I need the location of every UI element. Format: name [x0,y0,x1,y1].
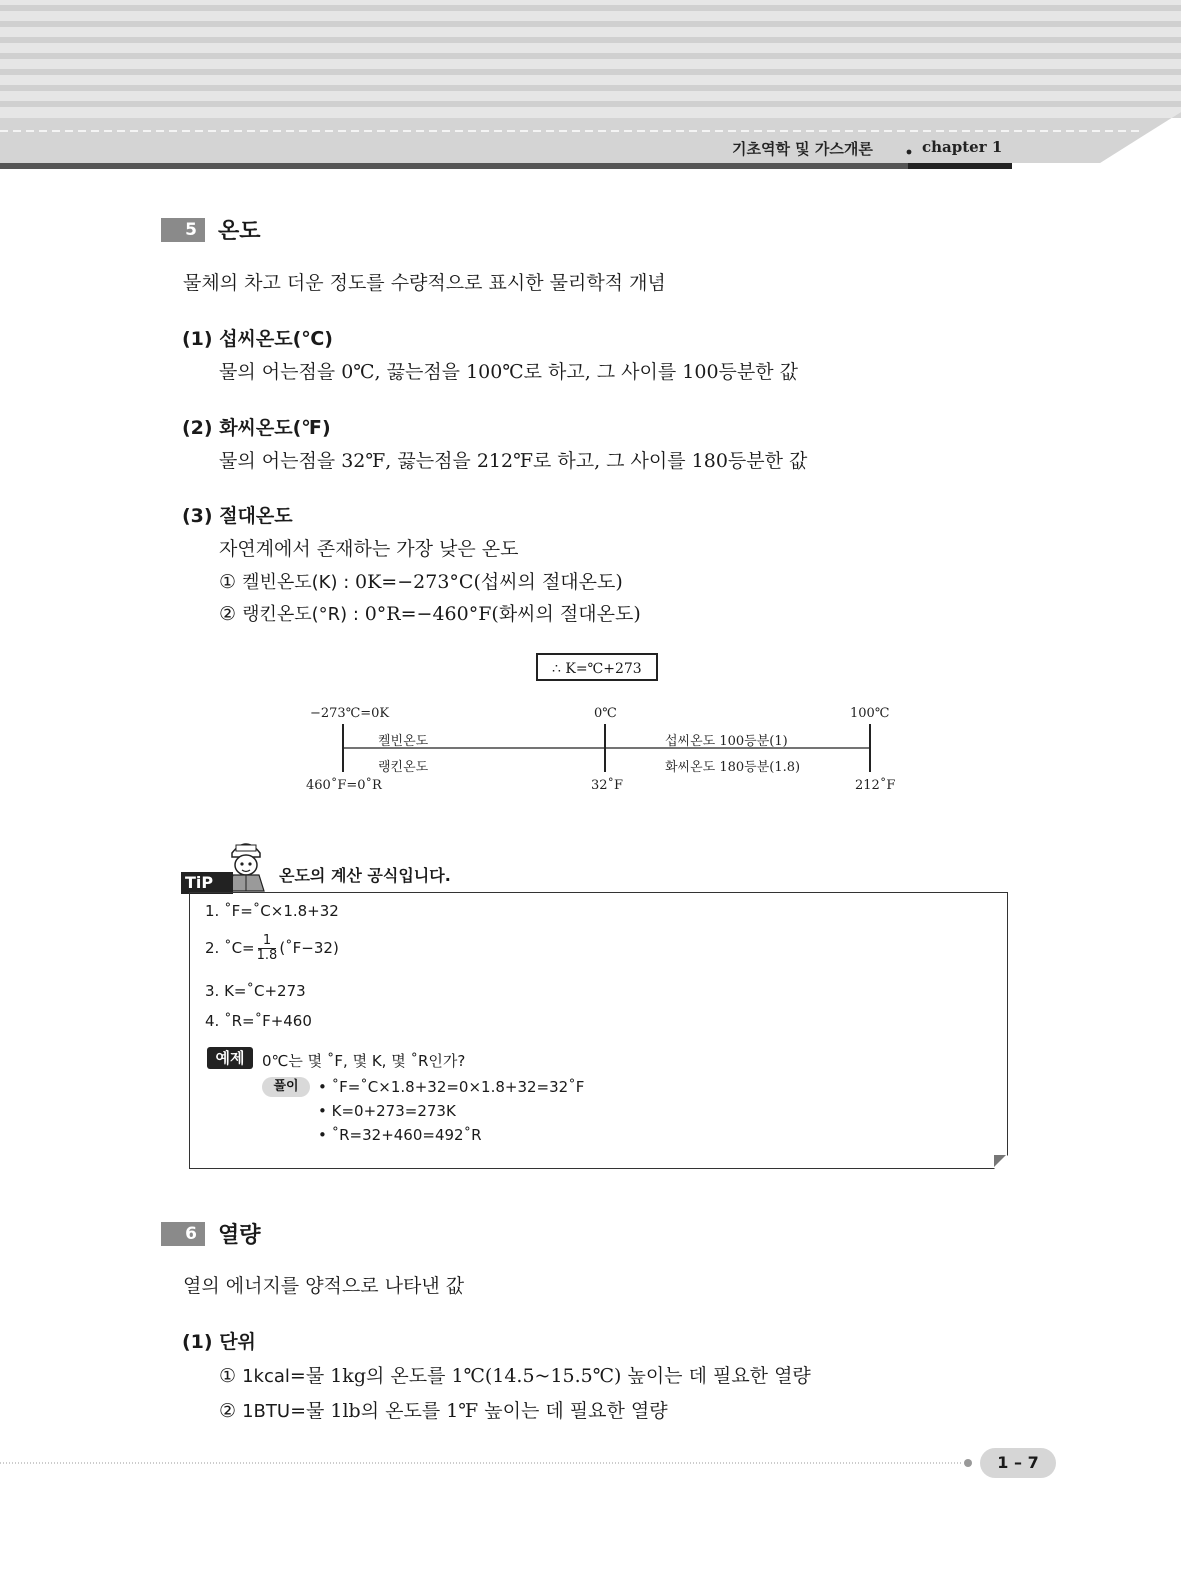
label-freezing-celsius: 0℃ [594,706,617,721]
tip-badge: TiP [181,872,233,894]
solution-line: • ˚R=32+460=492˚R [318,1126,482,1144]
solution-line: • K=0+273=273K [318,1102,456,1120]
fraction [257,934,278,963]
fahrenheit-description: 물의 어는점을 32℉, 끓는점을 212℉로 하고, 그 사이를 180등분한 값 [219,450,808,472]
chapter-label: chapter 1 [922,138,1003,156]
label-celsius-division: 섭씨온도 100등분(1) [665,734,788,749]
unit-btu-definition [219,1396,668,1423]
fraction-denominator: 1.8 [256,948,278,963]
label-separator: : [337,572,356,593]
rankine-label: 랭킨온도(°R) [242,604,348,625]
list-mark: ② [219,603,237,625]
section-title: 온도 [218,219,261,244]
list-mark: ② [219,1400,237,1422]
label-rankine-scale: 랭킨온도 [378,760,429,775]
unit-text: =물 1lb의 온도를 1℉ 높이는 데 필요한 열량 [290,1400,668,1422]
subheading-unit: (1) 단위 [182,1331,256,1353]
unit-name: 1kcal [242,1366,290,1387]
example-question: 0℃는 몇 ˚F, 몇 K, 몇 ˚R인가? [262,1052,466,1070]
formula-kelvin: 3. K=˚C+273 [205,982,306,1000]
list-mark: ① [219,571,237,593]
label-freezing-fahrenheit: 32˚F [591,778,624,793]
tip-title: 온도의 계산 공식입니다. [279,866,451,885]
kelvin-formula: 0K=−273°C(섭씨의 절대온도) [355,571,623,593]
unit-kcal-definition [219,1361,811,1388]
section-number-badge: 6 [161,1222,205,1246]
book-title: 기초역학 및 가스개론 [732,140,873,158]
page-header-band [0,0,1181,170]
celsius-description: 물의 어는점을 0℃, 끓는점을 100℃로 하고, 그 사이를 100등분한 값 [219,361,798,383]
fraction-numerator: 1 [262,933,272,948]
example-badge: 예제 [207,1047,253,1069]
unit-text: =물 1kg의 온도를 1℃(14.5~15.5℃) 높이는 데 필요한 열량 [289,1365,811,1387]
kelvin-definition [219,567,623,594]
label-kelvin-scale: 켈빈온도 [378,734,429,749]
label-boiling-fahrenheit: 212˚F [855,778,896,793]
section-definition: 물체의 차고 더운 정도를 수량적으로 표시한 물리학적 개념 [183,272,666,294]
subheading-fahrenheit: (2) 화씨온도(℉) [182,417,331,439]
section-definition: 열의 에너지를 양적으로 나타낸 값 [183,1275,465,1297]
label-fahrenheit-division: 화씨온도 180등분(1.8) [665,760,801,775]
list-mark: ① [219,1365,237,1387]
page-number: 1 – 7 [980,1448,1056,1478]
footer-dotted-rule [0,1458,985,1468]
rankine-formula: 0°R=−460°F(화씨의 절대온도) [364,603,641,625]
absolute-description: 자연계에서 존재하는 가장 낮은 온도 [219,538,519,560]
formula-celsius-prefix: 2. ˚C= [205,939,255,957]
label-absolute-zero-fahrenheit: 460˚F=0˚R [306,778,382,793]
formula-celsius [205,934,339,963]
unit-name: 1BTU [242,1401,291,1422]
solution-line: • ˚F=˚C×1.8+32=0×1.8+32=32˚F [318,1078,585,1096]
section-title: 열량 [218,1223,261,1248]
kelvin-formula-box: ∴ K=℃+273 [536,653,658,681]
solution-badge: 풀이 [262,1077,310,1097]
kelvin-label: 켈빈온도(K) [242,572,338,593]
formula-fahrenheit: 1. ˚F=˚C×1.8+32 [205,902,339,920]
subheading-celsius: (1) 섭씨온도(℃) [182,328,333,350]
formula-celsius-suffix: (˚F−32) [279,939,339,957]
rankine-definition [219,599,641,626]
subheading-absolute: (3) 절대온도 [182,505,293,527]
label-separator: : [347,604,365,625]
label-boiling-celsius: 100℃ [850,706,890,721]
formula-rankine: 4. ˚R=˚F+460 [205,1012,312,1030]
tip-box-corner-fold [994,1155,1008,1169]
label-absolute-zero-celsius: −273℃=0K [310,706,390,721]
section-number-badge: 5 [161,218,205,242]
